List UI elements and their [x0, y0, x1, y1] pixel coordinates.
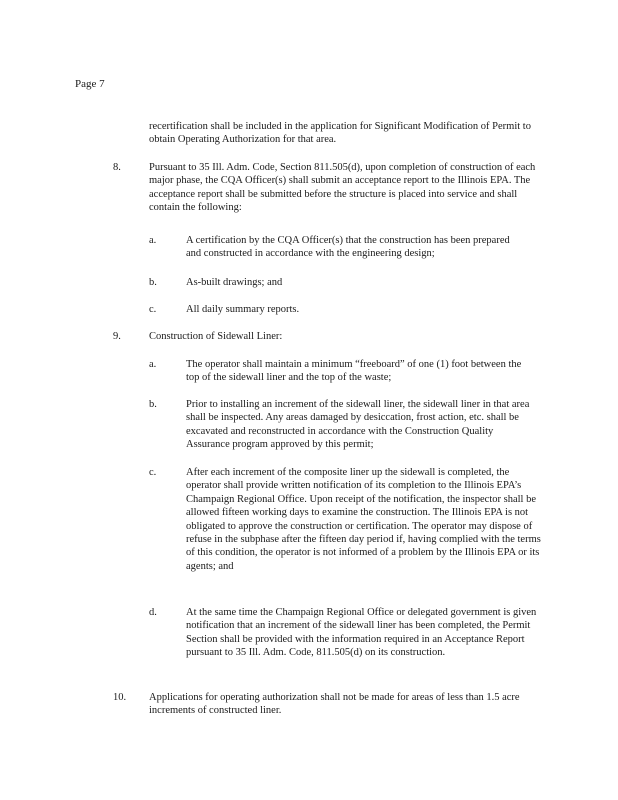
page-number: Page 7 — [75, 78, 105, 90]
subitem-text: Prior to installing an increment of the sidewall liner, the sidewall liner in that area shall be inspected. Any areas damaged by desiccation, frost action, etc. shall be excavated and reconstructed in accordance with the Construction Quality Assurance program approved by this permit; — [186, 399, 530, 451]
subitem-letter: b. — [149, 277, 157, 288]
continuation-paragraph: recertification shall be included in the application for Significant Modification of Permit to obtain Operating Authorization for that area. — [149, 121, 531, 146]
subitem-text: At the same time the Champaign Regional Office or delegated government is given notification that an increment of the sidewall liner has been completed, the Permit Section shall be provided with the information required in an Acceptance Report pursuant to 35 Ill. Adm. Code, 811.505(d) on its construction. — [186, 607, 537, 659]
item-text: Construction of Sidewall Liner: — [149, 331, 283, 342]
subitem-text: All daily summary reports. — [186, 304, 300, 315]
item-number: 9. — [113, 331, 121, 342]
subitem-text: As-built drawings; and — [186, 277, 283, 288]
subitem-text: After each increment of the composite liner up the sidewall is completed, the operator shall provide written notification of its completion to the Illinois EPA’s Champaign Regional Office. Upon receipt of the notification, the inspector shall be allowed fifteen working days to examine the construction. The Illinois EPA is not obligated to approve the construction or certification. The operator may dispose of refuse in the subphase after the fifteen day period if, having complied with the terms of this condition, the operator is not informed of a problem by the Illinois EPA or its agents; and — [186, 467, 541, 572]
item-text: Applications for operating authorization shall not be made for areas of less than 1.5 acre increments of constructed liner. — [149, 692, 520, 717]
subitem-letter: c. — [149, 467, 157, 478]
item-number: 8. — [113, 162, 121, 173]
subitem-letter: c. — [149, 304, 157, 315]
subitem-letter: d. — [149, 607, 157, 618]
item-number: 10. — [113, 692, 127, 703]
subitem-letter: a. — [149, 235, 157, 246]
subitem-text: The operator shall maintain a minimum “freeboard” of one (1) foot between the top of the sidewall liner and the top of the waste; — [186, 359, 522, 384]
subitem-letter: a. — [149, 359, 157, 370]
subitem-letter: b. — [149, 399, 157, 410]
item-text: Pursuant to 35 Ill. Adm. Code, Section 811.505(d), upon completion of construction of each major phase, the CQA Officer(s) shall submit an acceptance report to the Illinois EPA. The acceptance report shall be submitted before the structure is placed into service and shall contain the following: — [149, 162, 536, 214]
subitem-text: A certification by the CQA Officer(s) that the construction has been prepared and constructed in accordance with the engineering design; — [186, 235, 510, 260]
